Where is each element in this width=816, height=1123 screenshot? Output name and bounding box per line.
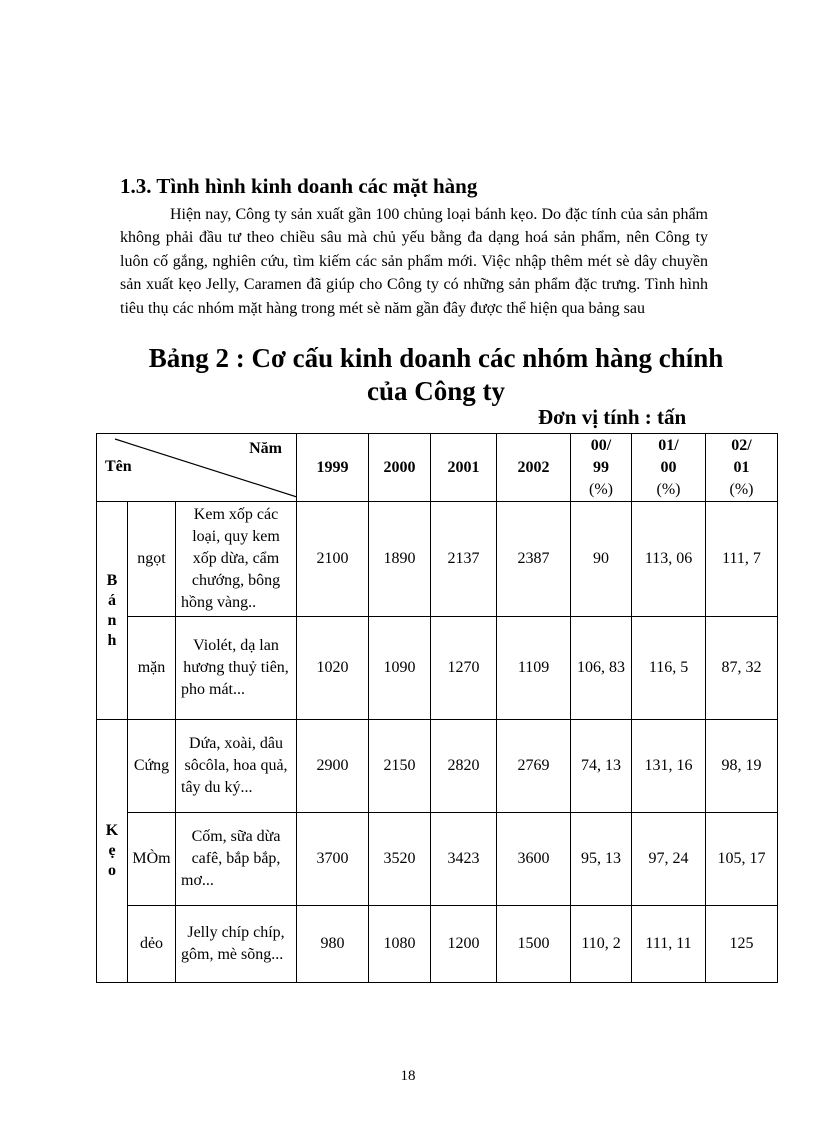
volume-value: 2900 xyxy=(297,720,369,813)
volume-value: 2100 xyxy=(297,502,369,617)
volume-value: 3423 xyxy=(431,813,497,906)
subgroup-name: dẻo xyxy=(128,906,176,983)
pct-header-mid: 01 xyxy=(733,458,750,476)
volume-value: 980 xyxy=(297,906,369,983)
volume-value: 1890 xyxy=(369,502,431,617)
percent-value: 116, 5 xyxy=(632,617,706,720)
volume-value: 1020 xyxy=(297,617,369,720)
business-structure-table xyxy=(96,433,778,983)
page-number: 18 xyxy=(400,1068,416,1084)
year-header: 2001 xyxy=(431,434,497,502)
table-title-line1: Bảng 2 : Cơ cấu kinh doanh các nhóm hàng chính xyxy=(148,343,724,373)
percent-value: 111, 11 xyxy=(632,906,706,983)
table-row xyxy=(97,720,778,813)
product-description: Dứa, xoài, dâu sôcôla, hoa quả, tây du ký... xyxy=(176,720,297,813)
percent-value: 105, 17 xyxy=(706,813,778,906)
year-header: 2000 xyxy=(369,434,431,502)
pct-header-top: 02/ xyxy=(731,436,752,454)
pct-header-mid: 00 xyxy=(660,458,677,476)
pct-header xyxy=(706,434,778,502)
volume-value: 1500 xyxy=(497,906,571,983)
percent-value: 111, 7 xyxy=(706,502,778,617)
percent-value: 74, 13 xyxy=(571,720,632,813)
group-name-cell xyxy=(97,720,128,983)
pct-header xyxy=(632,434,706,502)
volume-value: 1080 xyxy=(369,906,431,983)
percent-value: 125 xyxy=(706,906,778,983)
volume-value: 2387 xyxy=(497,502,571,617)
volume-value: 1200 xyxy=(431,906,497,983)
paragraph-text: Hiện nay, Công ty sản xuất gần 100 chủng loại bánh kẹo. Do đặc tính của sản phẩm không phải đầu tư theo chiều sâu mà chủ yếu bằng đa dạng hoá sản phẩm, nên Công ty luôn cố gắng, nghiên cứu, tìm kiếm các sản phẩm mới. Việc nhập thêm mét sè dây chuyền sản xuất kẹo Jelly, Caramen đã giúp cho Công ty có những sản phẩm đặc trưng. Tình hình tiêu thụ các nhóm mặt hàng trong mét sè năm gần đây được thể hiện qua bảng sau xyxy=(120,206,708,317)
volume-value: 3520 xyxy=(369,813,431,906)
group-name-cell xyxy=(97,502,128,720)
volume-value: 3700 xyxy=(297,813,369,906)
table-title-line2: của Công ty xyxy=(366,376,505,406)
volume-value: 1270 xyxy=(431,617,497,720)
volume-value: 1090 xyxy=(369,617,431,720)
percent-value: 110, 2 xyxy=(571,906,632,983)
pct-header-top: 01/ xyxy=(658,436,679,454)
year-header: 2002 xyxy=(497,434,571,502)
pct-header-unit: (%) xyxy=(729,480,754,498)
pct-header xyxy=(571,434,632,502)
volume-value: 2769 xyxy=(497,720,571,813)
percent-value: 90 xyxy=(571,502,632,617)
percent-value: 106, 83 xyxy=(571,617,632,720)
percent-value: 87, 32 xyxy=(706,617,778,720)
subgroup-name: ngọt xyxy=(128,502,176,617)
table-row xyxy=(97,813,778,906)
product-description: Kem xốp các loại, quy kem xốp dừa, cẩm chướng, bông hồng vàng.. xyxy=(176,502,297,617)
table-row xyxy=(97,906,778,983)
subgroup-name: MÒm xyxy=(128,813,176,906)
product-description: Violét, dạ lan hương thuỷ tiên, pho mát... xyxy=(176,617,297,720)
header-year-label: Năm xyxy=(249,440,283,457)
group-name: Bánh xyxy=(106,571,118,649)
table-row xyxy=(97,502,778,617)
section-heading: 1.3. Tình hình kinh doanh các mặt hàng xyxy=(120,174,478,198)
product-description: Jelly chíp chíp, gôm, mè sõng... xyxy=(176,906,297,983)
volume-value: 2137 xyxy=(431,502,497,617)
percent-value: 98, 19 xyxy=(706,720,778,813)
group-name: Kẹo xyxy=(105,822,119,879)
year-header: 1999 xyxy=(297,434,369,502)
volume-value: 1109 xyxy=(497,617,571,720)
pct-header-top: 00/ xyxy=(590,436,612,454)
pct-header-unit: (%) xyxy=(656,480,681,498)
unit-label: Đơn vị tính : tấn xyxy=(538,405,687,429)
table-title xyxy=(96,342,776,408)
percent-value: 95, 13 xyxy=(571,813,632,906)
percent-value: 113, 06 xyxy=(632,502,706,617)
table-row xyxy=(97,617,778,720)
header-row xyxy=(97,434,778,502)
subgroup-name: mặn xyxy=(128,617,176,720)
header-name-label: Tên xyxy=(105,458,132,475)
intro-paragraph xyxy=(120,203,708,320)
pct-header-mid: 99 xyxy=(593,458,610,476)
percent-value: 97, 24 xyxy=(632,813,706,906)
volume-value: 2150 xyxy=(369,720,431,813)
product-description: Cốm, sữa dừa cafê, bắp bắp, mơ... xyxy=(176,813,297,906)
volume-value: 3600 xyxy=(497,813,571,906)
volume-value: 2820 xyxy=(431,720,497,813)
percent-value: 131, 16 xyxy=(632,720,706,813)
subgroup-name: Cứng xyxy=(128,720,176,813)
pct-header-unit: (%) xyxy=(589,480,613,498)
header-corner-cell xyxy=(97,434,297,502)
